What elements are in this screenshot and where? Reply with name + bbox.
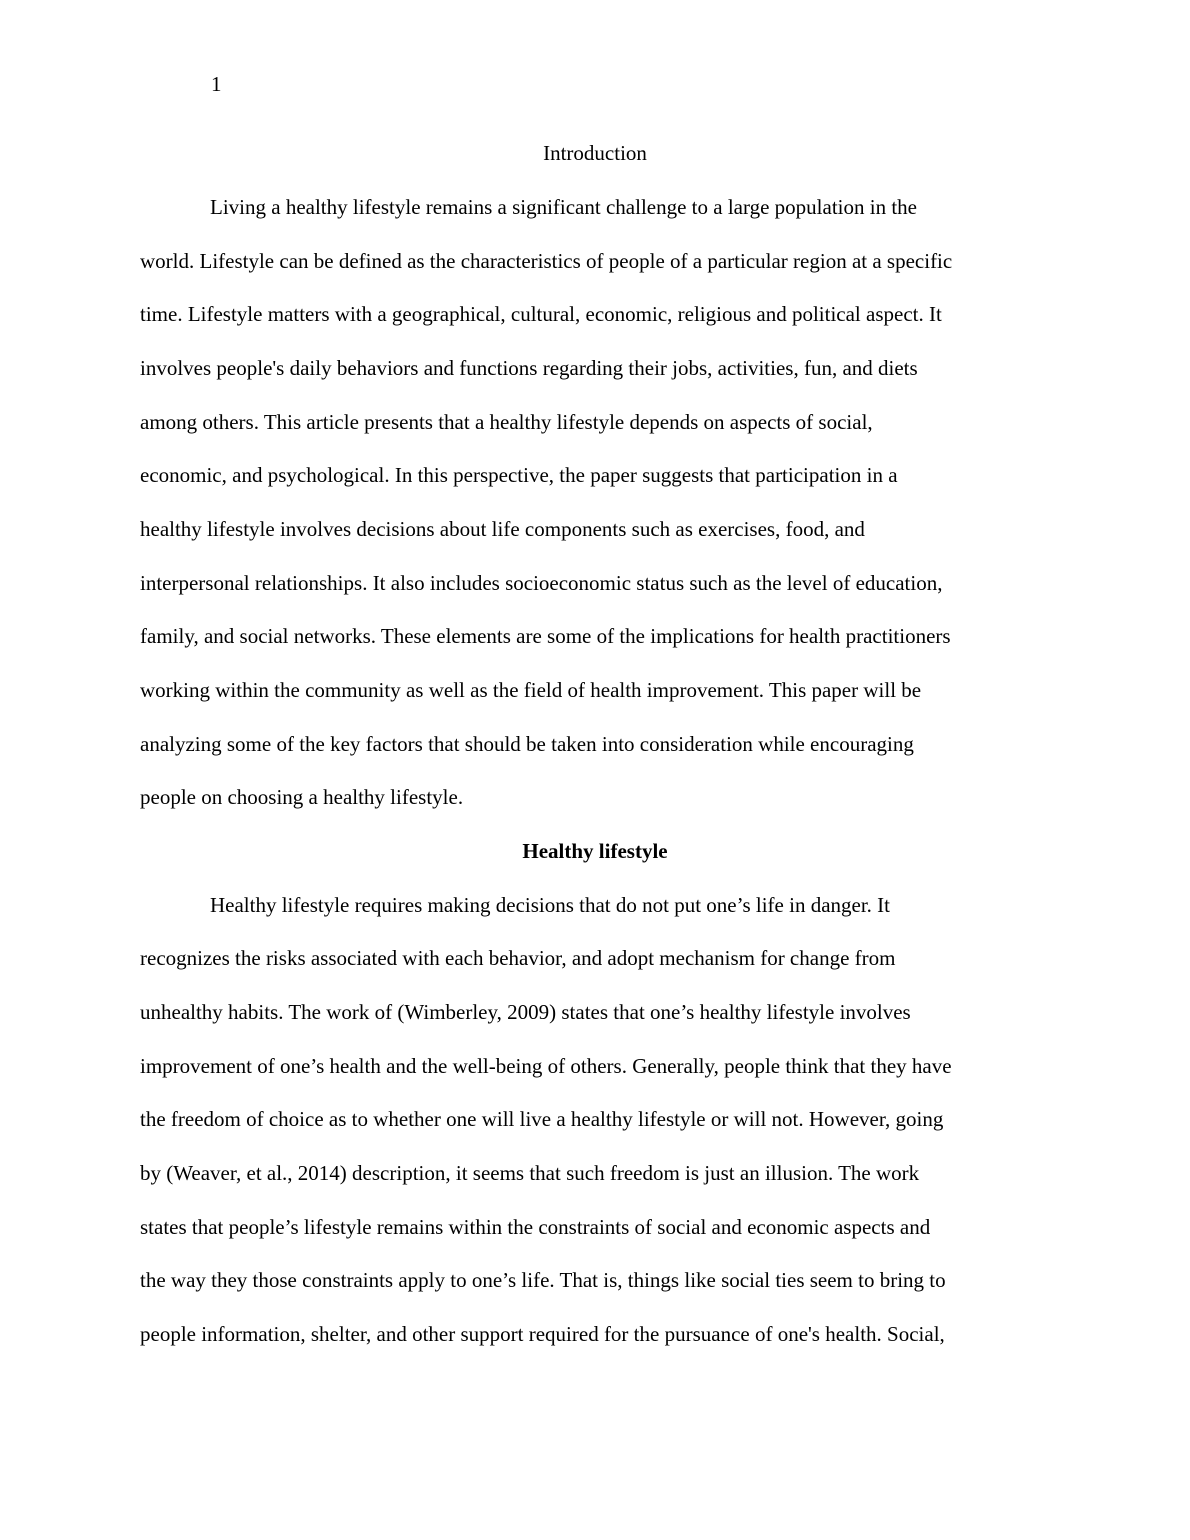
text-line: unhealthy habits. The work of (Wimberley, 2009) states that one’s healthy lifestyle involves bbox=[140, 1000, 911, 1024]
page-number: 1 bbox=[211, 72, 222, 96]
text-line: people information, shelter, and other support required for the pursuance of one's health. Social, bbox=[140, 1322, 945, 1346]
text-line: improvement of one’s health and the well-being of others. Generally, people think that they have bbox=[140, 1054, 952, 1078]
text-line: involves people's daily behaviors and functions regarding their jobs, activities, fun, and diets bbox=[140, 356, 918, 380]
text-line: people on choosing a healthy lifestyle. bbox=[140, 785, 464, 809]
section-heading-healthy-lifestyle: Healthy lifestyle bbox=[522, 839, 668, 863]
text-line: family, and social networks. These elements are some of the implications for health practitioners bbox=[140, 624, 951, 648]
text-line: states that people’s lifestyle remains within the constraints of social and economic aspects and bbox=[140, 1215, 931, 1239]
text-line: economic, and psychological. In this perspective, the paper suggests that participation in a bbox=[140, 463, 898, 487]
text-line: by (Weaver, et al., 2014) description, it seems that such freedom is just an illusion. The work bbox=[140, 1161, 920, 1185]
text-line: interpersonal relationships. It also includes socioeconomic status such as the level of education, bbox=[140, 571, 943, 595]
text-line: analyzing some of the key factors that should be taken into consideration while encouraging bbox=[140, 732, 914, 756]
text-line: Healthy lifestyle requires making decisions that do not put one’s life in danger. It bbox=[210, 893, 891, 917]
section-heading-introduction: Introduction bbox=[543, 141, 647, 165]
text-line: recognizes the risks associated with each behavior, and adopt mechanism for change from bbox=[140, 946, 896, 970]
text-line: healthy lifestyle involves decisions about life components such as exercises, food, and bbox=[140, 517, 865, 541]
text-line: Living a healthy lifestyle remains a significant challenge to a large population in the bbox=[210, 195, 917, 219]
text-line: world. Lifestyle can be defined as the characteristics of people of a particular region at a specific bbox=[140, 249, 953, 273]
text-line: time. Lifestyle matters with a geographical, cultural, economic, religious and political aspect. It bbox=[140, 302, 942, 326]
text-line: the freedom of choice as to whether one will live a healthy lifestyle or will not. However, going bbox=[140, 1107, 944, 1131]
text-line: working within the community as well as the field of health improvement. This paper will be bbox=[140, 678, 922, 702]
text-line: the way they those constraints apply to one’s life. That is, things like social ties seem to bring to bbox=[140, 1268, 946, 1292]
text-line: among others. This article presents that a healthy lifestyle depends on aspects of social, bbox=[140, 410, 873, 434]
